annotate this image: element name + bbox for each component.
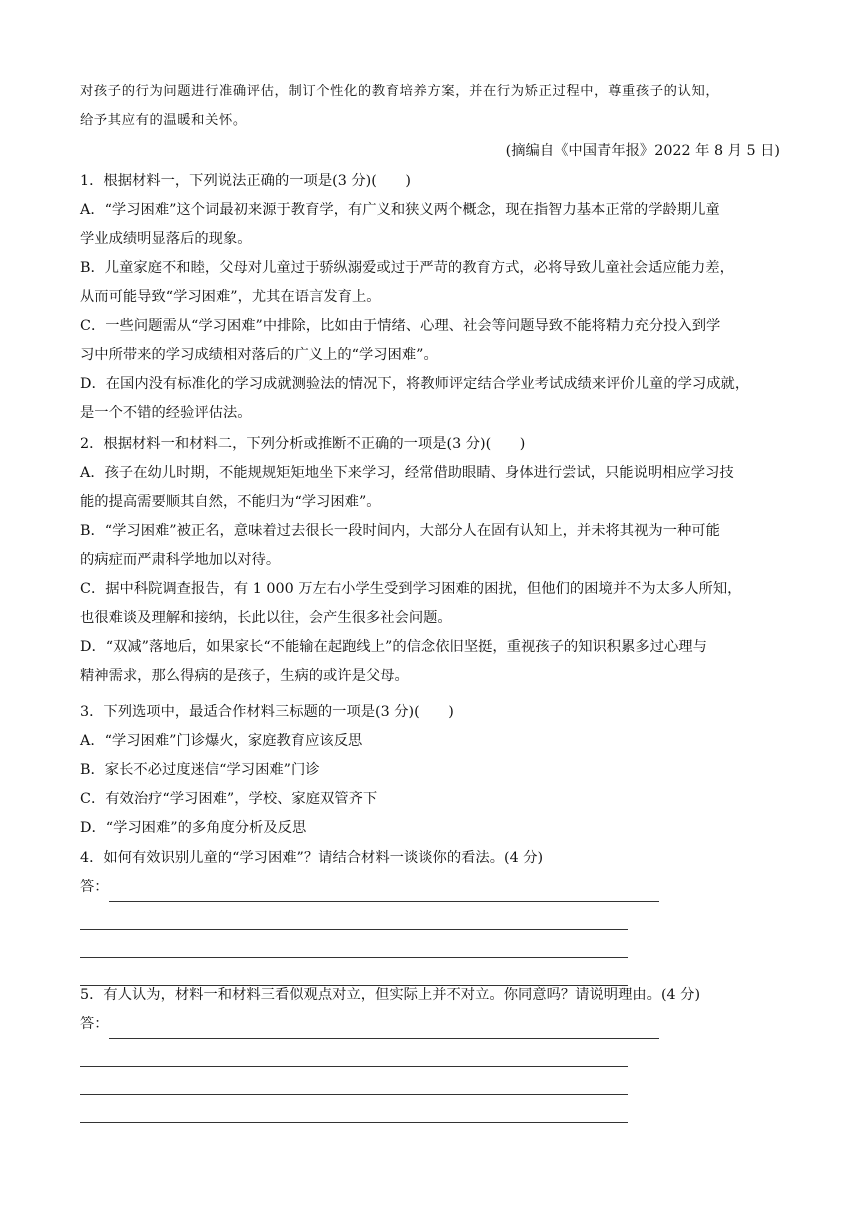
question-1: [80, 167, 780, 428]
option-a-cont: 能的提高需要顺其自然，不能归为“学习困难”。: [80, 494, 381, 510]
question-stem: 3．下列选项中，最适合作材料三标题的一项是(3 分)( ): [80, 704, 454, 720]
option-a: A．孩子在幼儿时期，不能规规矩矩地坐下来学习，经常借助眼睛、身体进行尝试，只能说明相应学习技: [80, 465, 734, 481]
question-stem: 5．有人认为，材料一和材料三看似观点对立，但实际上并不对立。你同意吗？请说明理由。(4 分): [80, 987, 701, 1003]
option-d: D．“双减”落地后，如果家长“不能输在起跑线上”的信念依旧坚挺，重视孩子的知识积累多过心理与: [80, 639, 707, 655]
option-b: B．儿童家庭不和睦，父母对儿童过于骄纵溺爱或过于严苛的教育方式，必将导致儿童社会适应能力差，: [80, 260, 734, 276]
question-4: [80, 844, 780, 987]
answer-line[interactable]: [80, 910, 628, 930]
answer-label: 答：: [80, 1016, 109, 1032]
answer-line[interactable]: [80, 938, 628, 958]
option-d-cont: 精神需求，那么得病的是孩子，生病的或许是父母。: [80, 668, 409, 684]
option-d: D．“学习困难”的多角度分析及反思: [80, 820, 307, 836]
option-c: C．一些问题需从“学习困难”中排除，比如由于情绪、心理、社会等问题导致不能将精力充分投入到学: [80, 318, 721, 334]
intro-line: 给予其应有的温暖和关怀。: [80, 113, 247, 128]
answer-label: 答：: [80, 879, 109, 895]
option-b-cont: 的病症而严肃科学地加以对待。: [80, 552, 281, 568]
option-b: B．家长不必过度迷信“学习困难”门诊: [80, 762, 320, 778]
option-d: D．在国内没有标准化的学习成就测验法的情况下，将教师评定结合学业考试成绩来评价儿童的学习成就，: [80, 376, 750, 392]
answer-line[interactable]: [109, 1019, 659, 1039]
option-c: C．有效治疗“学习困难”，学校、家庭双管齐下: [80, 791, 378, 807]
question-stem: 1．根据材料一，下列说法正确的一项是(3 分)( ): [80, 173, 411, 189]
option-c-cont: 习中所带来的学习成绩相对落后的广义上的“学习困难”。: [80, 347, 438, 363]
question-stem: 2．根据材料一和材料二，下列分析或推断不正确的一项是(3 分)( ): [80, 436, 526, 452]
question-5: [80, 981, 780, 1124]
answer-line[interactable]: [109, 882, 659, 902]
question-3: [80, 698, 780, 843]
option-b: B．“学习困难”被正名，意味着过去很长一段时间内，大部分人在固有认知上，并未将其视为一种可能: [80, 523, 720, 539]
answer-area[interactable]: [80, 1010, 780, 1039]
question-stem: 4．如何有效识别儿童的“学习困难”？请结合材料一谈谈你的看法。(4 分): [80, 850, 544, 866]
question-2: [80, 430, 780, 691]
intro-line: 对孩子的行为问题进行准确评估，制订个性化的教育培养方案，并在行为矫正过程中，尊重孩子的认知，: [80, 84, 720, 99]
answer-line[interactable]: [80, 1047, 628, 1067]
answer-line[interactable]: [80, 1103, 628, 1123]
option-c: C．据中科院调查报告，有 1 000 万左右小学生受到学习困难的困扰，但他们的困境并不为太多人所知，: [80, 581, 742, 597]
option-a-cont: 学业成绩明显落后的现象。: [80, 231, 252, 247]
intro-paragraph: [80, 77, 780, 135]
source-citation: (摘编自《中国青年报》2022 年 8 月 5 日): [505, 143, 780, 159]
option-a: A．“学习困难”这个词最初来源于教育学，有广义和狭义两个概念，现在指智力基本正常的学龄期儿童: [80, 202, 720, 218]
option-c-cont: 也很难谈及理解和接纳，长此以往，会产生很多社会问题。: [80, 610, 452, 626]
option-b-cont: 从而可能导致“学习困难”，尤其在语言发育上。: [80, 289, 381, 305]
option-a: A．“学习困难”门诊爆火，家庭教育应该反思: [80, 733, 363, 749]
answer-line[interactable]: [80, 1075, 628, 1095]
answer-area[interactable]: [80, 873, 780, 902]
option-d-cont: 是一个不错的经验评估法。: [80, 405, 252, 421]
